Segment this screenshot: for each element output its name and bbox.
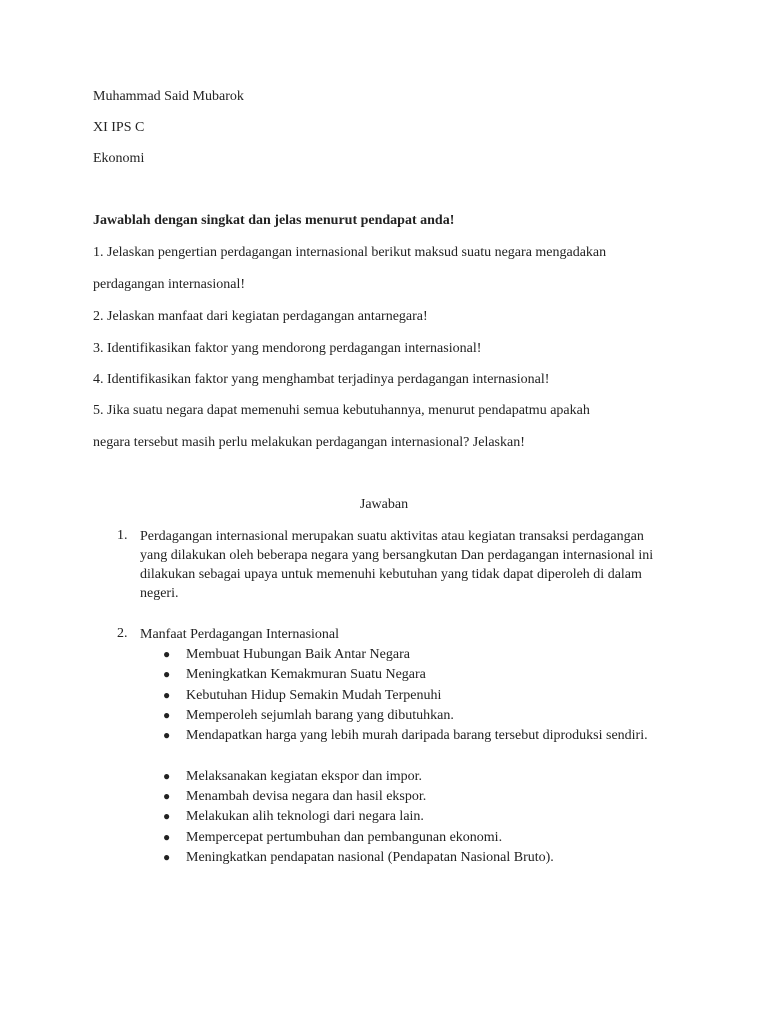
student-class: XI IPS C bbox=[93, 120, 145, 135]
question-5-line-1: 5. Jika suatu negara dapat memenuhi semua kebutuhannya, menurut pendapatmu apakah bbox=[93, 403, 590, 418]
bullet-icon: ● bbox=[163, 850, 171, 864]
benefit-item: Mempercepat pertumbuhan dan pembangunan ekonomi. bbox=[186, 830, 503, 845]
benefit-item: Meningkatkan pendapatan nasional (Pendapatan Nasional Bruto). bbox=[186, 850, 554, 865]
question-3: 3. Identifikasikan faktor yang mendorong perdagangan internasional! bbox=[93, 341, 482, 356]
bullet-icon: ● bbox=[163, 728, 171, 742]
answer-1-number: 1. bbox=[117, 528, 128, 543]
benefit-item: Melaksanakan kegiatan ekspor dan impor. bbox=[186, 769, 422, 784]
question-5-line-2: negara tersebut masih perlu melakukan perdagangan internasional? Jelaskan! bbox=[93, 435, 525, 450]
bullet-icon: ● bbox=[163, 708, 171, 722]
bullet-icon: ● bbox=[163, 688, 171, 702]
bullet-icon: ● bbox=[163, 667, 171, 681]
bullet-icon: ● bbox=[163, 647, 171, 661]
question-1-line-1: 1. Jelaskan pengertian perdagangan internasional berikut maksud suatu negara mengadakan bbox=[93, 245, 607, 260]
bullet-icon: ● bbox=[163, 830, 171, 844]
bullet-icon: ● bbox=[163, 769, 171, 783]
bullet-icon: ● bbox=[163, 789, 171, 803]
answer-1-text: Perdagangan internasional merupakan suatu aktivitas atau kegiatan transaksi perdagangan yang dilakukan oleh beberapa negara yang bersangkutan Dan perdagangan internasional ini dilakukan sebagai upaya untuk memenuhi kebutuhan yang tidak dapat diperoleh di dalam negeri. bbox=[140, 529, 654, 601]
subject: Ekonomi bbox=[93, 151, 145, 166]
benefit-item: Melakukan alih teknologi dari negara lain. bbox=[186, 809, 424, 824]
benefit-item: Mendapatkan harga yang lebih murah daripada barang tersebut diproduksi sendiri. bbox=[186, 728, 648, 743]
benefit-item: Memperoleh sejumlah barang yang dibutuhkan. bbox=[186, 708, 454, 723]
question-2: 2. Jelaskan manfaat dari kegiatan perdagangan antarnegara! bbox=[93, 309, 428, 324]
benefit-item: Membuat Hubungan Baik Antar Negara bbox=[186, 647, 410, 662]
answer-2-number: 2. bbox=[117, 626, 128, 641]
student-name: Muhammad Said Mubarok bbox=[93, 89, 244, 104]
benefit-item: Kebutuhan Hidup Semakin Mudah Terpenuhi bbox=[186, 688, 442, 703]
benefit-item: Menambah devisa negara dan hasil ekspor. bbox=[186, 789, 427, 804]
question-4: 4. Identifikasikan faktor yang menghambat terjadinya perdagangan internasional! bbox=[93, 372, 550, 387]
benefit-item: Meningkatkan Kemakmuran Suatu Negara bbox=[186, 667, 426, 682]
instruction-heading: Jawablah dengan singkat dan jelas menurut pendapat anda! bbox=[93, 213, 455, 228]
answers-title: Jawaban bbox=[359, 497, 409, 512]
question-1-line-2: perdagangan internasional! bbox=[93, 277, 245, 292]
bullet-icon: ● bbox=[163, 809, 171, 823]
answer-2-heading: Manfaat Perdagangan Internasional bbox=[140, 627, 340, 642]
